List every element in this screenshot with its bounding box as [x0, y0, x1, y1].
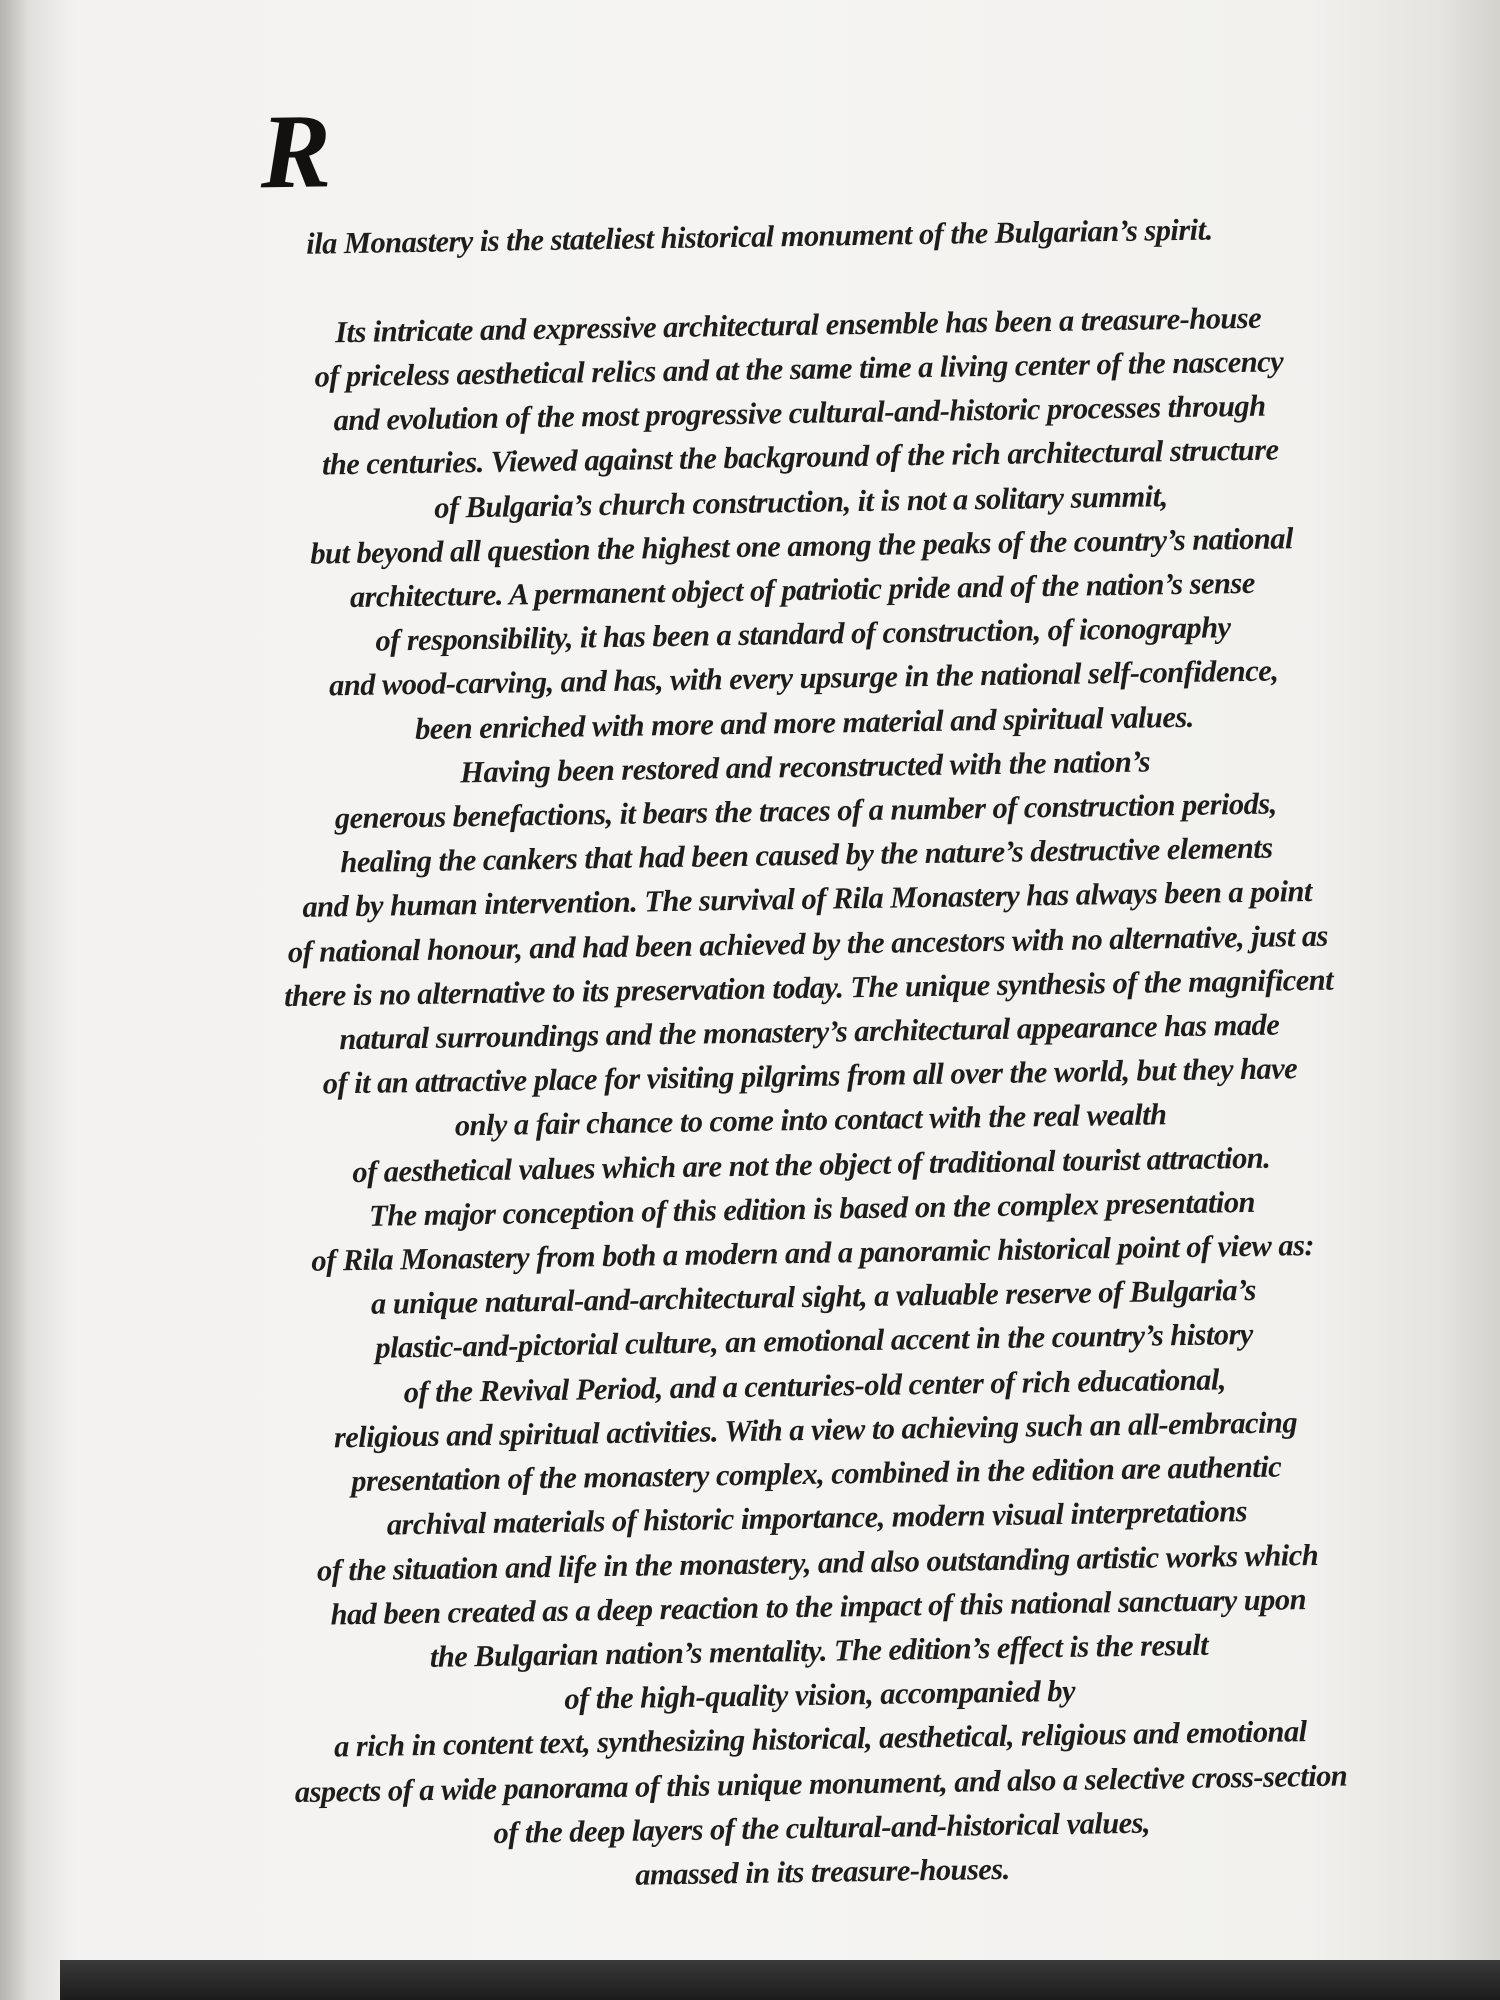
text-line [170, 92, 1423, 312]
text-line: of the high-quality vision, accompanied by [564, 1673, 1076, 1716]
text-line: only a fair chance to come into contact with the real wealth [454, 1097, 1167, 1143]
body-text [170, 92, 1448, 1904]
text-line: but beyond all question the highest one among the peaks of the country’s national [310, 521, 1294, 571]
book-gutter-shadow [0, 0, 70, 2000]
text-line: of the deep layers of the cultural-and-historical values, [493, 1805, 1151, 1850]
text-line: of the situation and life in the monastery, and also outstanding artistic works which [316, 1537, 1319, 1588]
text-line: a unique natural-and-architectural sight, a valuable reserve of Bulgaria’s [370, 1273, 1257, 1322]
text-line: the centuries. Viewed against the background of the rich architectural structure [321, 432, 1279, 482]
text-line: there is no alternative to its preservation today. The unique synthesis of the magnificent [283, 962, 1334, 1013]
text-line: architecture. A permanent object of patriotic pride and of the nation’s sense [349, 565, 1255, 615]
text-line: of Bulgaria’s church construction, it is not a solitary summit, [433, 478, 1168, 525]
text-line: natural surroundings and the monastery’s architectural appearance has made [339, 1007, 1280, 1057]
text-line: The major conception of this edition is based on the complex presentation [368, 1184, 1256, 1233]
text-line: religious and spiritual activities. With a view to achieving such an all-embracing [333, 1405, 1298, 1455]
text-line: the Bulgarian nation’s mentality. The edition’s effect is the result [429, 1627, 1209, 1674]
text-line: had been created as a deep reaction to the impact of this national sanctuary upon [330, 1581, 1307, 1632]
text-line: amassed in its treasure-houses. [634, 1851, 1010, 1892]
text-line: aspects of a wide panorama of this unique monument, and also a selective cross-section [294, 1758, 1348, 1809]
text-line: and wood-carving, and has, with every upsurge in the national self-confidence, [328, 653, 1279, 703]
drop-cap: R [259, 92, 332, 211]
text-line: plastic-and-pictorial culture, an emotional accent in the country’s history [375, 1317, 1254, 1366]
text-line: of it an attractive place for visiting pilgrims from all over the world, but they have [322, 1051, 1298, 1101]
text-line: generous benefactions, it bears the traces of a number of construction periods, [334, 786, 1277, 836]
text-line: healing the cankers that had been caused by the nature’s destructive elements [340, 830, 1273, 880]
book-bottom-edge [60, 1960, 1500, 2000]
text-line: of Rila Monastery from both a modern and a panoramic historical point of view as: [311, 1228, 1315, 1278]
text-line: Having been restored and reconstructed with the nation’s [459, 744, 1151, 790]
text-line: presentation of the monastery complex, combined in the edition are authentic [350, 1449, 1282, 1499]
text-line: Its intricate and expressive architectural ensemble has been a treasure-house [334, 300, 1262, 350]
text-line: of the Revival Period, and a centuries-old center of rich educational, [403, 1362, 1227, 1409]
text-line: and by human intervention. The survival of Rila Monastery has always been a point [302, 874, 1313, 925]
text-line: of priceless aesthetical relics and at the same time a living center of the nascency [314, 344, 1284, 394]
text-line-content: ila Monastery is the stateliest historical monument of the Bulgarian’s spirit. [305, 212, 1213, 262]
text-line: archival materials of historic importance, modern visual interpretations [386, 1494, 1248, 1542]
text-line: a rich in content text, synthesizing historical, aesthetical, religious and emotional [333, 1714, 1307, 1764]
text-line: of responsibility, it has been a standard of construction, of iconography [375, 610, 1231, 658]
text-line: of aesthetical values which are not the object of traditional tourist attraction. [352, 1140, 1271, 1189]
text-line: been enriched with more and more material and spiritual values. [414, 699, 1194, 746]
text-line: and evolution of the most progressive cultural-and-historic processes through [333, 388, 1266, 438]
text-line: of national honour, and had been achieved by the ancestors with no alternative, just as [287, 918, 1329, 969]
